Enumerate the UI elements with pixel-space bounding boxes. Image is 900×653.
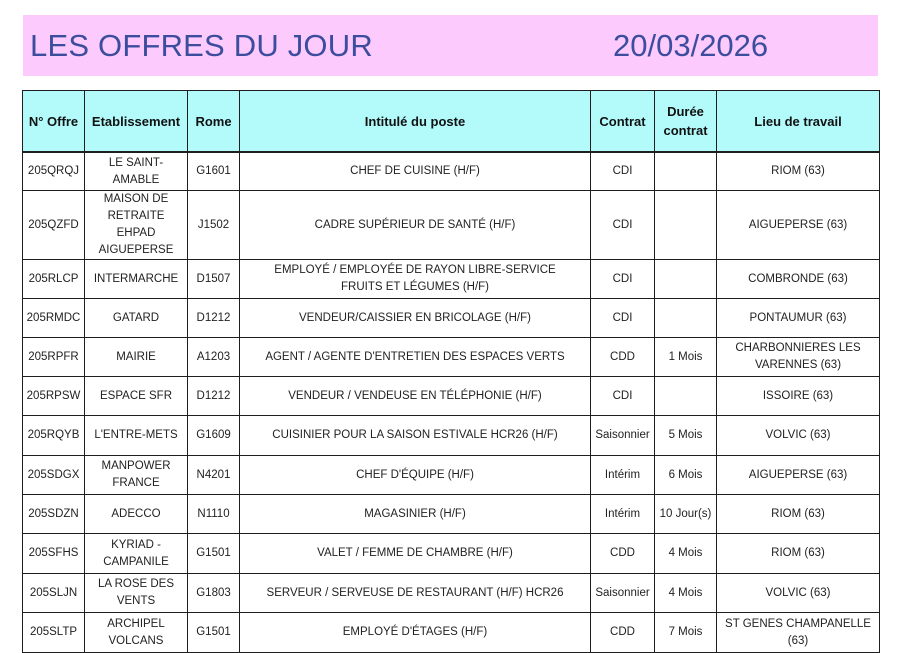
cell-contract-duration bbox=[655, 377, 717, 416]
cell-job-title: EMPLOYÉ / EMPLOYÉE DE RAYON LIBRE-SERVICE FRUITS ET LÉGUMES (H/F) bbox=[240, 260, 591, 299]
cell-job-title: CHEF DE CUISINE (H/F) bbox=[240, 153, 591, 191]
cell-offer-number: 205RMDC bbox=[23, 299, 85, 338]
table-header-row bbox=[23, 91, 880, 152]
table-row bbox=[23, 613, 880, 653]
table-row bbox=[23, 456, 880, 495]
cell-contract-duration: 5 Mois bbox=[655, 416, 717, 456]
cell-offer-number: 205RLCP bbox=[23, 260, 85, 299]
cell-rome-code: G1601 bbox=[188, 153, 240, 191]
cell-establishment: LA ROSE DES VENTS bbox=[85, 574, 188, 613]
cell-offer-number: 205SFHS bbox=[23, 534, 85, 574]
cell-job-title: CHEF D'ÉQUIPE (H/F) bbox=[240, 456, 591, 495]
table-row bbox=[23, 299, 880, 338]
cell-establishment: MAISON DE RETRAITE EHPAD AIGUEPERSE bbox=[85, 191, 188, 260]
cell-establishment: ARCHIPEL VOLCANS bbox=[85, 613, 188, 653]
cell-offer-number: 205SDZN bbox=[23, 495, 85, 534]
cell-job-title: VENDEUR / VENDEUSE EN TÉLÉPHONIE (H/F) bbox=[240, 377, 591, 416]
table-row bbox=[23, 191, 880, 260]
cell-contract-type: Saisonnier bbox=[591, 574, 655, 613]
cell-contract-duration bbox=[655, 191, 717, 260]
cell-rome-code: G1609 bbox=[188, 416, 240, 456]
cell-rome-code: D1212 bbox=[188, 299, 240, 338]
table-row bbox=[23, 260, 880, 299]
table-row bbox=[23, 338, 880, 377]
cell-establishment: LE SAINT-AMABLE bbox=[85, 153, 188, 191]
cell-work-location: COMBRONDE (63) bbox=[717, 260, 880, 299]
cell-job-title: SERVEUR / SERVEUSE DE RESTAURANT (H/F) HCR26 bbox=[240, 574, 591, 613]
cell-contract-duration bbox=[655, 260, 717, 299]
cell-work-location: AIGUEPERSE (63) bbox=[717, 456, 880, 495]
table-row bbox=[23, 377, 880, 416]
cell-establishment: ESPACE SFR bbox=[85, 377, 188, 416]
cell-offer-number: 205SLJN bbox=[23, 574, 85, 613]
cell-contract-type: CDI bbox=[591, 377, 655, 416]
cell-rome-code: A1203 bbox=[188, 338, 240, 377]
cell-contract-type: Intérim bbox=[591, 456, 655, 495]
page-title: LES OFFRES DU JOUR bbox=[30, 28, 373, 63]
column-header-location: Lieu de travail bbox=[717, 91, 880, 152]
cell-offer-number: 205SDGX bbox=[23, 456, 85, 495]
table-row bbox=[23, 574, 880, 613]
table-row bbox=[23, 495, 880, 534]
cell-rome-code: D1212 bbox=[188, 377, 240, 416]
cell-offer-number: 205QRQJ bbox=[23, 153, 85, 191]
column-header-offer-number: N° Offre bbox=[23, 91, 85, 152]
cell-contract-duration: 1 Mois bbox=[655, 338, 717, 377]
cell-work-location: VOLVIC (63) bbox=[717, 416, 880, 456]
offers-table bbox=[22, 90, 880, 653]
cell-offer-number: 205RPFR bbox=[23, 338, 85, 377]
table-row bbox=[23, 534, 880, 574]
cell-work-location: RIOM (63) bbox=[717, 534, 880, 574]
cell-job-title: MAGASINIER (H/F) bbox=[240, 495, 591, 534]
cell-work-location: VOLVIC (63) bbox=[717, 574, 880, 613]
cell-establishment: MAIRIE bbox=[85, 338, 188, 377]
cell-job-title: EMPLOYÉ D'ÉTAGES (H/F) bbox=[240, 613, 591, 653]
cell-offer-number: 205SLTP bbox=[23, 613, 85, 653]
cell-rome-code: N4201 bbox=[188, 456, 240, 495]
cell-job-title: AGENT / AGENTE D'ENTRETIEN DES ESPACES VERTS bbox=[240, 338, 591, 377]
cell-job-title: VENDEUR/CAISSIER EN BRICOLAGE (H/F) bbox=[240, 299, 591, 338]
cell-offer-number: 205RPSW bbox=[23, 377, 85, 416]
column-header-contract: Contrat bbox=[591, 91, 655, 152]
cell-job-title: CADRE SUPÉRIEUR DE SANTÉ (H/F) bbox=[240, 191, 591, 260]
column-header-establishment: Etablissement bbox=[85, 91, 188, 152]
cell-job-title: CUISINIER POUR LA SAISON ESTIVALE HCR26 (H/F) bbox=[240, 416, 591, 456]
cell-contract-type: CDI bbox=[591, 260, 655, 299]
cell-contract-type: CDI bbox=[591, 191, 655, 260]
cell-contract-duration: 7 Mois bbox=[655, 613, 717, 653]
cell-contract-duration: 4 Mois bbox=[655, 574, 717, 613]
table-row bbox=[23, 416, 880, 456]
cell-establishment: GATARD bbox=[85, 299, 188, 338]
cell-rome-code: G1803 bbox=[188, 574, 240, 613]
cell-contract-type: CDD bbox=[591, 534, 655, 574]
cell-establishment: L'ENTRE-METS bbox=[85, 416, 188, 456]
cell-contract-duration: 6 Mois bbox=[655, 456, 717, 495]
cell-contract-type: CDD bbox=[591, 613, 655, 653]
cell-rome-code: G1501 bbox=[188, 613, 240, 653]
cell-contract-duration bbox=[655, 299, 717, 338]
cell-work-location: RIOM (63) bbox=[717, 153, 880, 191]
table-row bbox=[23, 153, 880, 191]
cell-rome-code: D1507 bbox=[188, 260, 240, 299]
cell-establishment: MANPOWER FRANCE bbox=[85, 456, 188, 495]
cell-establishment: INTERMARCHE bbox=[85, 260, 188, 299]
cell-offer-number: 205RQYB bbox=[23, 416, 85, 456]
cell-contract-type: CDI bbox=[591, 153, 655, 191]
cell-contract-duration: 4 Mois bbox=[655, 534, 717, 574]
header-banner bbox=[23, 15, 878, 76]
column-header-duration: Durée contrat bbox=[655, 91, 717, 152]
cell-work-location: CHARBONNIERES LES VARENNES (63) bbox=[717, 338, 880, 377]
cell-offer-number: 205QZFD bbox=[23, 191, 85, 260]
cell-work-location: ST GENES CHAMPANELLE (63) bbox=[717, 613, 880, 653]
cell-rome-code: G1501 bbox=[188, 534, 240, 574]
cell-work-location: PONTAUMUR (63) bbox=[717, 299, 880, 338]
cell-contract-duration: 10 Jour(s) bbox=[655, 495, 717, 534]
cell-rome-code: N1110 bbox=[188, 495, 240, 534]
cell-contract-type: CDI bbox=[591, 299, 655, 338]
cell-contract-type: CDD bbox=[591, 338, 655, 377]
column-header-job-title: Intitulé du poste bbox=[240, 91, 591, 152]
page-date: 20/03/2026 bbox=[613, 28, 769, 63]
cell-rome-code: J1502 bbox=[188, 191, 240, 260]
cell-contract-duration bbox=[655, 153, 717, 191]
cell-contract-type: Saisonnier bbox=[591, 416, 655, 456]
column-header-rome: Rome bbox=[188, 91, 240, 152]
cell-job-title: VALET / FEMME DE CHAMBRE (H/F) bbox=[240, 534, 591, 574]
cell-establishment: KYRIAD - CAMPANILE bbox=[85, 534, 188, 574]
cell-work-location: ISSOIRE (63) bbox=[717, 377, 880, 416]
cell-work-location: RIOM (63) bbox=[717, 495, 880, 534]
cell-establishment: ADECCO bbox=[85, 495, 188, 534]
cell-contract-type: Intérim bbox=[591, 495, 655, 534]
cell-work-location: AIGUEPERSE (63) bbox=[717, 191, 880, 260]
